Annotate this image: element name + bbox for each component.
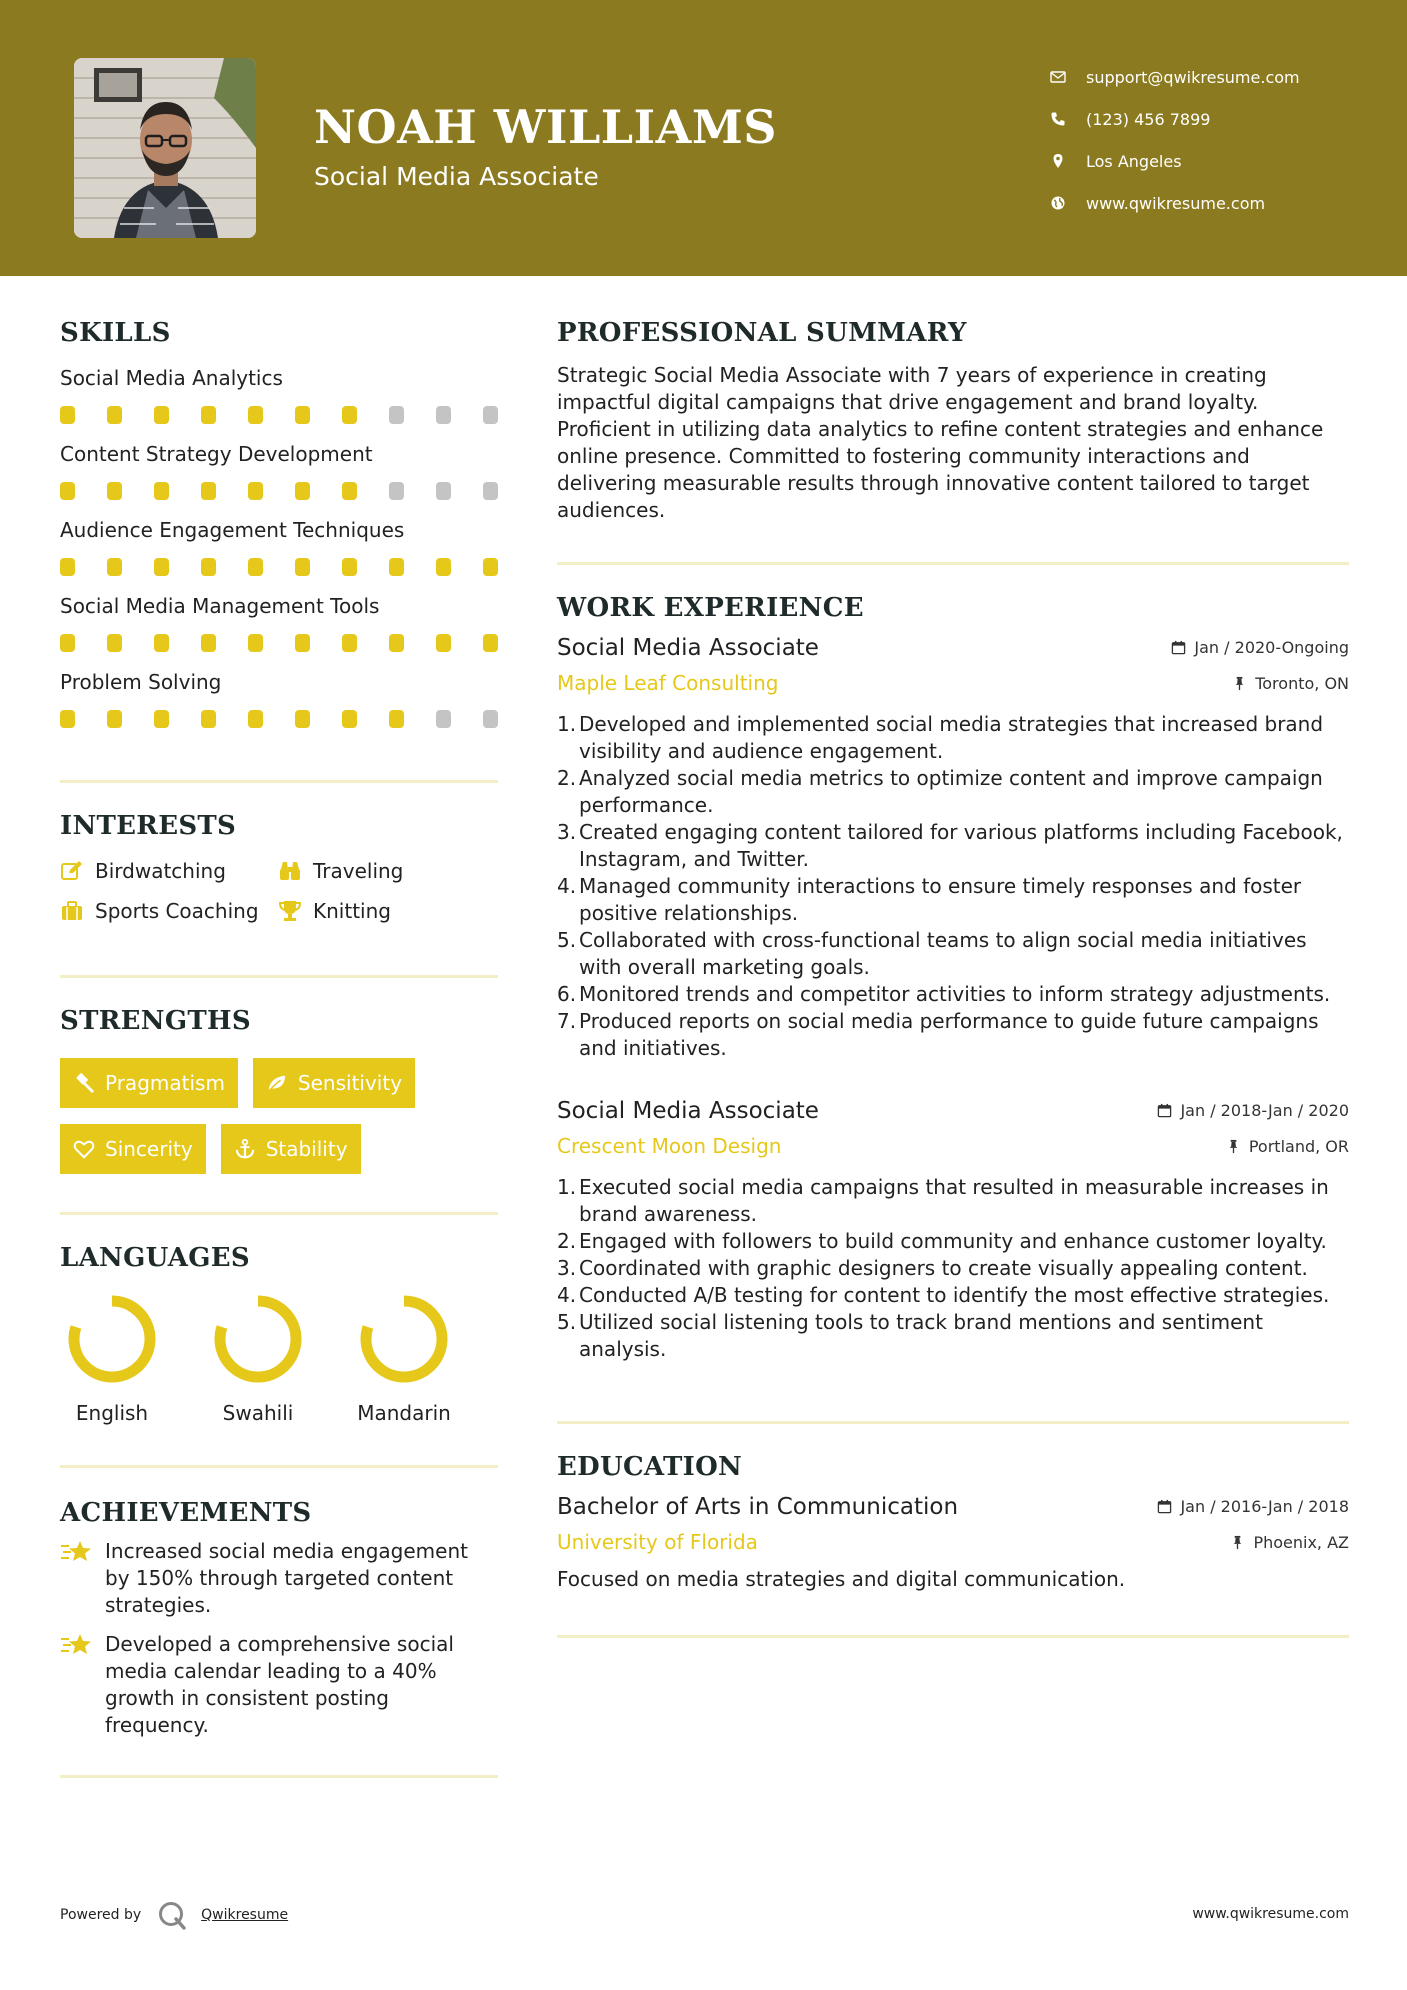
skill-name: Content Strategy Development	[60, 442, 373, 466]
edit-icon	[60, 859, 84, 883]
bullet-text: Conducted A/B testing for content to identify the most effective strategies.	[579, 1283, 1330, 1307]
company-name: Maple Leaf Consulting	[557, 671, 779, 695]
job-dates	[1157, 1101, 1349, 1120]
languages-section	[60, 1243, 498, 1425]
section-divider	[60, 1775, 498, 1778]
school-name: University of Florida	[557, 1530, 758, 1554]
strengths-section	[60, 1006, 498, 1174]
job-bullets	[557, 711, 1349, 1062]
rating-dot	[483, 406, 498, 424]
bullet-number: 4.	[557, 874, 577, 898]
rating-dot	[154, 710, 169, 728]
rating-dot	[436, 558, 451, 576]
bullet-number: 2.	[557, 1229, 577, 1253]
bullet-text: Analyzed social media metrics to optimize content and improve campaign performance.	[579, 766, 1323, 817]
interests-list	[60, 859, 498, 923]
interest-item	[60, 899, 278, 923]
job-location-text: Portland, OR	[1248, 1136, 1349, 1156]
contact-location	[1050, 140, 1300, 182]
language-gauge-arc	[366, 1301, 442, 1377]
skill-rating	[60, 558, 498, 576]
education-description: Focused on media strategies and digital communication.	[557, 1567, 1126, 1591]
skill-item	[60, 518, 498, 576]
rating-dot	[436, 482, 451, 500]
job-bullet	[557, 927, 1349, 981]
rating-dot	[389, 482, 404, 500]
rating-dot	[342, 482, 357, 500]
map-pin-icon	[1050, 153, 1066, 169]
skill-item	[60, 442, 498, 500]
binoculars-icon	[278, 859, 302, 883]
bullet-text: Utilized social listening tools to track brand mentions and sentiment analysis.	[579, 1310, 1263, 1361]
achievements-section	[60, 1498, 498, 1739]
bullet-number: 2.	[557, 766, 577, 790]
rating-dot	[248, 710, 263, 728]
job-bullet	[557, 873, 1349, 927]
rating-dot	[107, 634, 122, 652]
job-bullets	[557, 1174, 1349, 1363]
strengths-list	[60, 1058, 498, 1174]
briefcase-icon	[60, 899, 84, 923]
languages-list	[60, 1291, 498, 1425]
contact-website-text: www.qwikresume.com	[1086, 193, 1266, 213]
interest-item	[60, 859, 278, 883]
skills-section	[60, 318, 498, 728]
job-bullet	[557, 981, 1349, 1008]
contact-list	[1050, 56, 1300, 224]
summary-section	[557, 318, 1349, 524]
section-divider	[557, 562, 1349, 565]
rating-dot	[107, 482, 122, 500]
job-bullet	[557, 1282, 1349, 1309]
interests-title: INTERESTS	[60, 811, 237, 841]
strengths-title: STRENGTHS	[60, 1006, 251, 1036]
left-column	[60, 318, 498, 1778]
job-sub	[557, 671, 1349, 695]
language-gauge	[356, 1291, 452, 1387]
skills-list	[60, 366, 498, 728]
skill-rating	[60, 482, 498, 500]
interest-label: Traveling	[313, 859, 404, 883]
rating-dot	[483, 558, 498, 576]
rating-dot	[107, 406, 122, 424]
achievement-item	[60, 1631, 498, 1739]
languages-title: LANGUAGES	[60, 1243, 250, 1273]
globe-icon	[1050, 195, 1066, 211]
job-location	[1226, 1137, 1349, 1156]
contact-email-text: support@qwikresume.com	[1086, 67, 1300, 87]
education-dates	[1157, 1497, 1349, 1516]
skill-rating	[60, 634, 498, 652]
job-entry	[557, 1098, 1349, 1363]
shooting-star-icon	[60, 1631, 94, 1659]
strength-label: Pragmatism	[105, 1071, 225, 1095]
skill-item	[60, 366, 498, 424]
bullet-number: 6.	[557, 982, 577, 1006]
rating-dot	[295, 710, 310, 728]
pin-icon	[1232, 676, 1247, 691]
skill-item	[60, 594, 498, 652]
rating-dot	[389, 634, 404, 652]
degree-title: Bachelor of Arts in Communication	[557, 1494, 959, 1520]
contact-location-text: Los Angeles	[1086, 151, 1182, 171]
rating-dot	[483, 482, 498, 500]
strength-label: Sensitivity	[297, 1071, 403, 1095]
education-head	[557, 1494, 1349, 1520]
summary-title: PROFESSIONAL SUMMARY	[557, 318, 967, 348]
skill-name: Social Media Analytics	[60, 366, 283, 390]
calendar-icon	[1157, 1103, 1172, 1118]
job-bullet	[557, 711, 1349, 765]
rating-dot	[342, 634, 357, 652]
shooting-star-icon	[60, 1538, 94, 1566]
calendar-icon	[1157, 1499, 1172, 1514]
rating-dot	[201, 406, 216, 424]
rating-dot	[436, 406, 451, 424]
rating-dot	[436, 634, 451, 652]
interests-section	[60, 811, 498, 923]
strength-label: Sincerity	[105, 1137, 193, 1161]
heart-icon	[73, 1138, 95, 1160]
job-bullet	[557, 819, 1349, 873]
language-item	[60, 1291, 164, 1425]
language-item	[352, 1291, 456, 1425]
bullet-number: 5.	[557, 928, 577, 952]
job-head	[557, 1098, 1349, 1124]
section-divider	[60, 1212, 498, 1215]
contact-email[interactable]	[1050, 56, 1300, 98]
strength-tag	[253, 1058, 415, 1108]
trophy-icon	[278, 899, 302, 923]
bullet-number: 3.	[557, 1256, 577, 1280]
job-entry	[557, 635, 1349, 1062]
experience-section	[557, 593, 1349, 1363]
rating-dot	[60, 634, 75, 652]
language-name: English	[75, 1401, 149, 1425]
anchor-icon	[234, 1138, 256, 1160]
rating-dot	[295, 406, 310, 424]
job-location	[1232, 674, 1349, 693]
achievements-list	[60, 1538, 498, 1739]
qwikresume-logo-icon	[157, 1900, 187, 1930]
job-bullet	[557, 1255, 1349, 1282]
bullet-text: Coordinated with graphic designers to create visually appealing content.	[579, 1256, 1308, 1280]
job-location-text: Toronto, ON	[1255, 673, 1349, 693]
interest-label: Birdwatching	[95, 859, 226, 883]
rating-dot	[201, 634, 216, 652]
achievements-title: ACHIEVEMENTS	[60, 1498, 312, 1528]
job-bullet	[557, 1228, 1349, 1255]
skill-rating	[60, 406, 498, 424]
skill-name: Audience Engagement Techniques	[60, 518, 405, 542]
interest-label: Sports Coaching	[95, 899, 259, 923]
rating-dot	[154, 558, 169, 576]
contact-website[interactable]	[1050, 182, 1300, 224]
rating-dot	[342, 710, 357, 728]
bullet-text: Executed social media campaigns that resulted in measurable increases in brand awareness.	[579, 1175, 1329, 1226]
rating-dot	[483, 634, 498, 652]
strength-label: Stability	[265, 1137, 348, 1161]
bullet-text: Managed community interactions to ensure timely responses and foster positive relationships.	[579, 874, 1302, 925]
education-dates-text: Jan / 2016-Jan / 2018	[1180, 1497, 1349, 1516]
rating-dot	[201, 558, 216, 576]
profile-photo	[74, 58, 256, 238]
resume-header	[0, 0, 1407, 276]
skill-rating	[60, 710, 498, 728]
job-head	[557, 635, 1349, 661]
skills-title: SKILLS	[60, 318, 171, 348]
rating-dot	[60, 710, 75, 728]
summary-text: Strategic Social Media Associate with 7 years of experience in creating impactful digital campaigns that drive engagement and brand loyalty. Proficient in utilizing data analytics to refine content strategies and enhance online presence. Committed to fostering community interactions and delivering measurable results through innovative content tailored to target audiences.	[557, 363, 1324, 522]
language-gauge-arc	[74, 1301, 150, 1377]
rating-dot	[107, 558, 122, 576]
phone-icon	[1050, 111, 1066, 127]
job-dates	[1171, 638, 1349, 657]
education-sub	[557, 1530, 1349, 1554]
bullet-text: Created engaging content tailored for various platforms including Facebook, Instagram, and Twitter.	[579, 820, 1343, 871]
education-location	[1230, 1533, 1349, 1552]
company-name: Crescent Moon Design	[557, 1134, 782, 1158]
jobs-list	[557, 635, 1349, 1363]
bullet-number: 3.	[557, 820, 577, 844]
section-divider	[60, 780, 498, 783]
interest-item	[278, 859, 498, 883]
rating-dot	[248, 482, 263, 500]
rating-dot	[483, 710, 498, 728]
skill-name: Problem Solving	[60, 670, 222, 694]
strength-tag	[221, 1124, 361, 1174]
skill-item	[60, 670, 498, 728]
rating-dot	[154, 634, 169, 652]
job-bullet	[557, 765, 1349, 819]
education-title: EDUCATION	[557, 1452, 743, 1482]
rating-dot	[248, 406, 263, 424]
bullet-text: Engaged with followers to build community and enhance customer loyalty.	[579, 1229, 1327, 1253]
bullet-number: 4.	[557, 1283, 577, 1307]
contact-phone-text: (123) 456 7899	[1086, 109, 1211, 129]
section-divider	[557, 1421, 1349, 1424]
powered-by-label: Powered by	[60, 1907, 142, 1923]
achievement-text: Increased social media engagement by 150% through targeted content strategies.	[105, 1539, 468, 1617]
leaf-icon	[266, 1072, 288, 1094]
bullet-number: 1.	[557, 712, 577, 736]
rating-dot	[295, 634, 310, 652]
contact-phone[interactable]	[1050, 98, 1300, 140]
job-bullet	[557, 1309, 1349, 1363]
rating-dot	[389, 558, 404, 576]
qwikresume-link[interactable]: Qwikresume	[201, 1907, 289, 1923]
rating-dot	[342, 558, 357, 576]
footer-website[interactable]: www.qwikresume.com	[1192, 1906, 1349, 1922]
job-title: Social Media Associate	[557, 1098, 819, 1124]
rating-dot	[60, 406, 75, 424]
rating-dot	[60, 482, 75, 500]
envelope-icon	[1050, 69, 1066, 85]
rating-dot	[248, 634, 263, 652]
strength-tag	[60, 1124, 206, 1174]
achievement-text: Developed a comprehensive social media calendar leading to a 40% growth in consistent posting frequency.	[105, 1632, 454, 1737]
experience-title: WORK EXPERIENCE	[557, 593, 864, 623]
language-gauge	[64, 1291, 160, 1387]
job-dates-text: Jan / 2018-Jan / 2020	[1180, 1101, 1349, 1120]
rating-dot	[389, 710, 404, 728]
rating-dot	[60, 558, 75, 576]
section-divider	[60, 975, 498, 978]
pin-icon	[1230, 1535, 1245, 1550]
job-title: Social Media Associate	[557, 635, 819, 661]
achievement-item	[60, 1538, 498, 1619]
education-location-text: Phoenix, AZ	[1253, 1532, 1349, 1552]
rating-dot	[248, 558, 263, 576]
calendar-icon	[1171, 640, 1186, 655]
rating-dot	[342, 406, 357, 424]
section-divider	[60, 1465, 498, 1468]
bullet-number: 5.	[557, 1310, 577, 1334]
rating-dot	[154, 406, 169, 424]
bullet-text: Produced reports on social media performance to guide future campaigns and initiatives.	[579, 1009, 1319, 1060]
gavel-icon	[73, 1072, 95, 1094]
rating-dot	[389, 406, 404, 424]
pin-icon	[1226, 1139, 1241, 1154]
job-bullet	[557, 1174, 1349, 1228]
candidate-role: Social Media Associate	[314, 162, 599, 191]
footer-powered-by	[60, 1900, 288, 1930]
section-divider	[557, 1635, 1349, 1638]
language-item	[206, 1291, 310, 1425]
rating-dot	[201, 482, 216, 500]
bullet-number: 7.	[557, 1009, 577, 1033]
education-section	[557, 1452, 1349, 1593]
rating-dot	[201, 710, 216, 728]
strength-tag	[60, 1058, 238, 1108]
language-name: Swahili	[222, 1401, 294, 1425]
job-bullet	[557, 1008, 1349, 1062]
right-column	[557, 318, 1349, 1638]
rating-dot	[154, 482, 169, 500]
rating-dot	[107, 710, 122, 728]
job-sub	[557, 1134, 1349, 1158]
bullet-text: Collaborated with cross-functional teams to align social media initiatives with overall marketing goals.	[579, 928, 1307, 979]
bullet-text: Developed and implemented social media strategies that increased brand visibility and audience engagement.	[579, 712, 1324, 763]
rating-dot	[295, 558, 310, 576]
language-name: Mandarin	[357, 1401, 451, 1425]
rating-dot	[436, 710, 451, 728]
language-gauge	[210, 1291, 306, 1387]
interest-label: Knitting	[313, 899, 391, 923]
job-dates-text: Jan / 2020-Ongoing	[1194, 638, 1349, 657]
bullet-number: 1.	[557, 1175, 577, 1199]
language-gauge-arc	[220, 1301, 296, 1377]
rating-dot	[295, 482, 310, 500]
candidate-name: NOAH WILLIAMS	[314, 100, 777, 154]
skill-name: Social Media Management Tools	[60, 594, 380, 618]
interest-item	[278, 899, 498, 923]
bullet-text: Monitored trends and competitor activities to inform strategy adjustments.	[579, 982, 1331, 1006]
